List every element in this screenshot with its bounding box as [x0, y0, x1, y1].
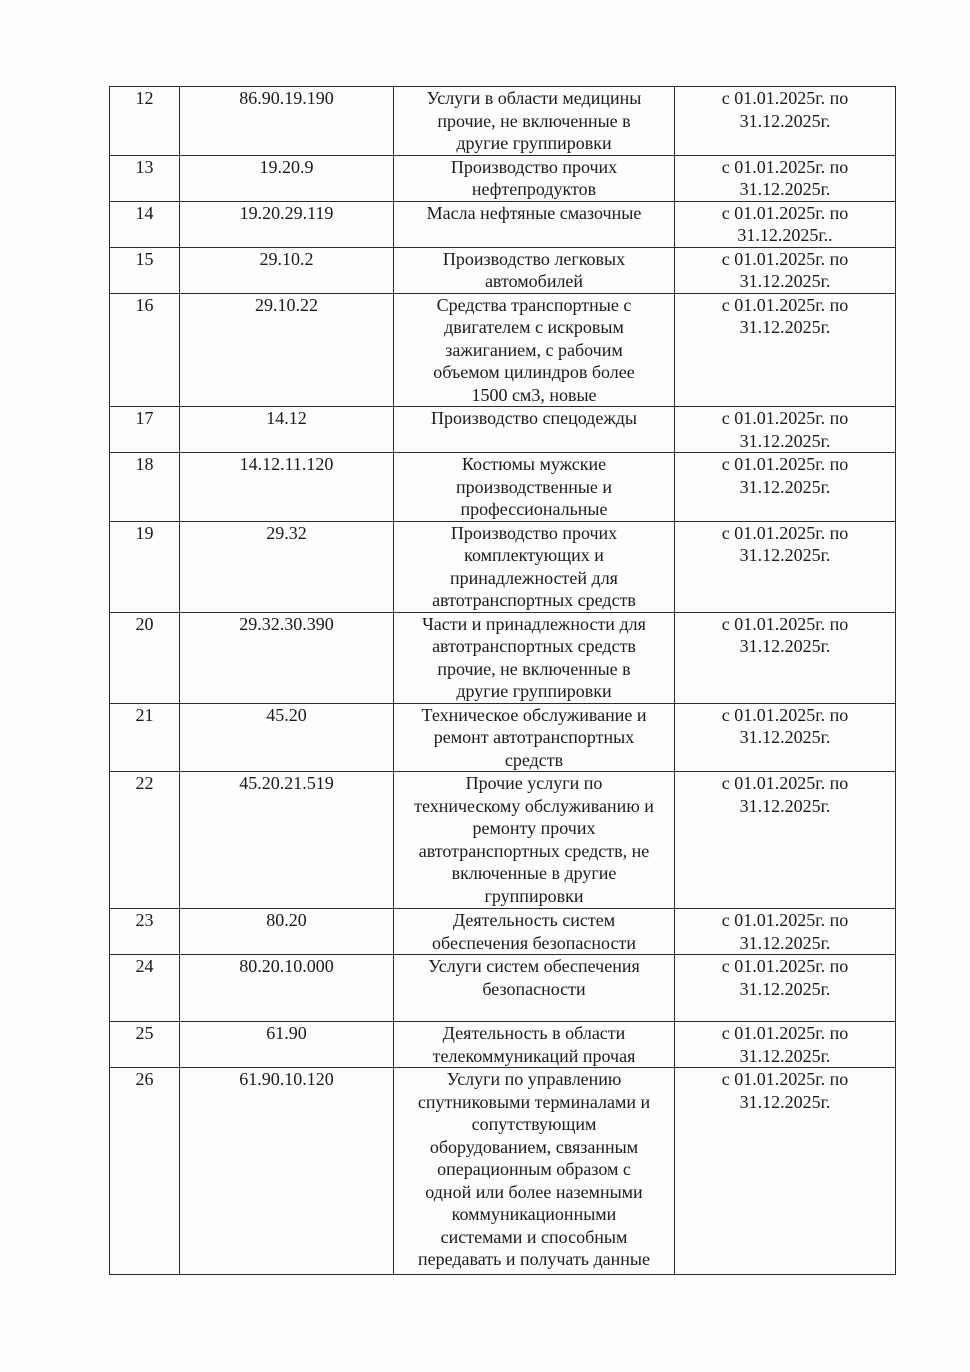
validity-period: с 01.01.2025г. по 31.12.2025г.	[675, 155, 896, 201]
activity-name: Прочие услуги по техническому обслуживанию и ремонту прочих автотранспортных средств, не включенные в другие группировки	[394, 772, 675, 909]
table-row	[110, 293, 896, 407]
validity-period: с 01.01.2025г. по 31.12.2025г.	[675, 293, 896, 407]
activity-name: Техническое обслуживание и ремонт автотранспортных средств	[394, 703, 675, 772]
table-row	[110, 772, 896, 909]
okpd-code: 19.20.29.119	[180, 201, 394, 247]
row-number: 21	[110, 703, 180, 772]
table-row	[110, 247, 896, 293]
okpd-code: 80.20.10.000	[180, 955, 394, 1022]
okpd-code: 19.20.9	[180, 155, 394, 201]
okpd-code: 29.32	[180, 521, 394, 612]
okpd-table	[109, 86, 896, 1275]
activity-name: Производство прочих нефтепродуктов	[394, 155, 675, 201]
activity-name: Услуги систем обеспечения безопасности	[394, 955, 675, 1022]
activity-name: Услуги в области медицины прочие, не включенные в другие группировки	[394, 87, 675, 156]
validity-period: с 01.01.2025г. по 31.12.2025г.	[675, 453, 896, 522]
row-number: 25	[110, 1022, 180, 1068]
table-row	[110, 612, 896, 703]
row-number: 19	[110, 521, 180, 612]
row-number: 14	[110, 201, 180, 247]
okpd-code: 61.90.10.120	[180, 1068, 394, 1275]
activity-name: Масла нефтяные смазочные	[394, 201, 675, 247]
table-row	[110, 521, 896, 612]
table-row	[110, 1068, 896, 1275]
row-number: 15	[110, 247, 180, 293]
row-number: 18	[110, 453, 180, 522]
table-row	[110, 87, 896, 156]
okpd-code: 61.90	[180, 1022, 394, 1068]
validity-period: с 01.01.2025г. по 31.12.2025г..	[675, 201, 896, 247]
okpd-code: 86.90.19.190	[180, 87, 394, 156]
validity-period: с 01.01.2025г. по 31.12.2025г.	[675, 772, 896, 909]
validity-period: с 01.01.2025г. по 31.12.2025г.	[675, 612, 896, 703]
okpd-code: 45.20	[180, 703, 394, 772]
row-number: 16	[110, 293, 180, 407]
activity-name: Производство спецодежды	[394, 407, 675, 453]
activity-name: Производство прочих комплектующих и принадлежностей для автотранспортных средств	[394, 521, 675, 612]
table-row	[110, 909, 896, 955]
okpd-code: 29.10.2	[180, 247, 394, 293]
activity-name: Части и принадлежности для автотранспортных средств прочие, не включенные в другие группировки	[394, 612, 675, 703]
row-number: 13	[110, 155, 180, 201]
activity-name: Деятельность систем обеспечения безопасности	[394, 909, 675, 955]
validity-period: с 01.01.2025г. по 31.12.2025г.	[675, 703, 896, 772]
table-row	[110, 453, 896, 522]
validity-period: с 01.01.2025г. по 31.12.2025г.	[675, 1022, 896, 1068]
row-number: 26	[110, 1068, 180, 1275]
okpd-code: 29.10.22	[180, 293, 394, 407]
validity-period: с 01.01.2025г. по 31.12.2025г.	[675, 87, 896, 156]
activity-name: Костюмы мужские производственные и профессиональные	[394, 453, 675, 522]
activity-name: Средства транспортные с двигателем с искровым зажиганием, с рабочим объемом цилиндров более 1500 см3, новые	[394, 293, 675, 407]
validity-period: с 01.01.2025г. по 31.12.2025г.	[675, 521, 896, 612]
row-number: 24	[110, 955, 180, 1022]
okpd-code: 80.20	[180, 909, 394, 955]
table-row	[110, 407, 896, 453]
table-row	[110, 155, 896, 201]
activity-name: Деятельность в области телекоммуникаций прочая	[394, 1022, 675, 1068]
validity-period: с 01.01.2025г. по 31.12.2025г.	[675, 407, 896, 453]
table-row	[110, 1022, 896, 1068]
okpd-code: 45.20.21.519	[180, 772, 394, 909]
row-number: 22	[110, 772, 180, 909]
table-row	[110, 201, 896, 247]
validity-period: с 01.01.2025г. по 31.12.2025г.	[675, 955, 896, 1022]
validity-period: с 01.01.2025г. по 31.12.2025г.	[675, 1068, 896, 1275]
validity-period: с 01.01.2025г. по 31.12.2025г.	[675, 909, 896, 955]
row-number: 12	[110, 87, 180, 156]
activity-name: Производство легковых автомобилей	[394, 247, 675, 293]
okpd-code: 14.12	[180, 407, 394, 453]
okpd-code: 29.32.30.390	[180, 612, 394, 703]
table-row	[110, 703, 896, 772]
okpd-code: 14.12.11.120	[180, 453, 394, 522]
activity-name: Услуги по управлению спутниковыми терминалами и сопутствующим оборудованием, связанным операционным образом с одной или более наземными коммуникационными системами и способным передавать и получать данные	[394, 1068, 675, 1275]
validity-period: с 01.01.2025г. по 31.12.2025г.	[675, 247, 896, 293]
row-number: 20	[110, 612, 180, 703]
table-row	[110, 955, 896, 1022]
row-number: 17	[110, 407, 180, 453]
row-number: 23	[110, 909, 180, 955]
